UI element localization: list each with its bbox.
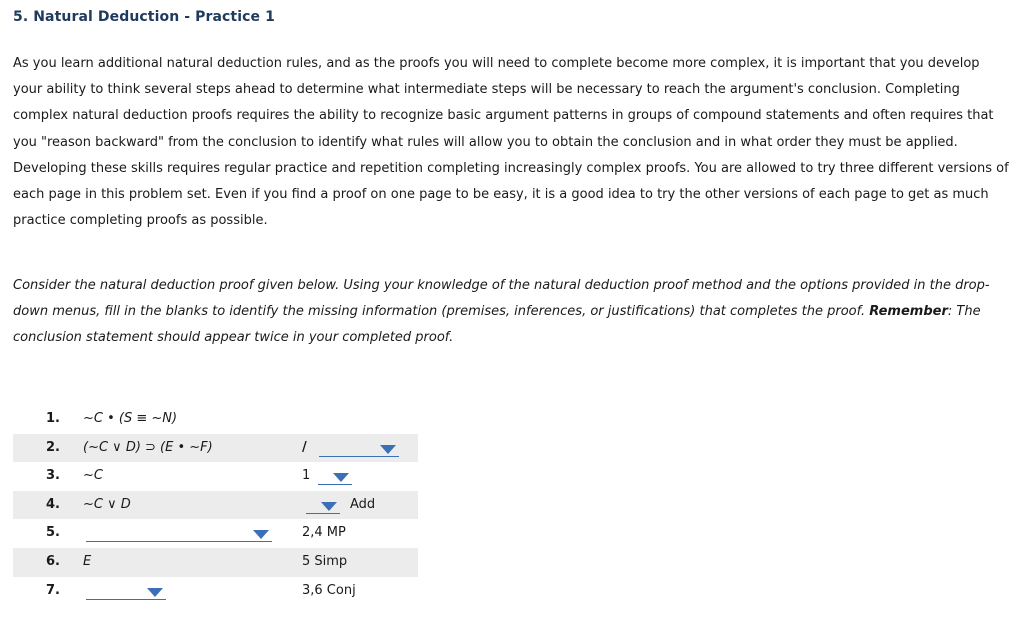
- statement: ~C • (S ≡ ~N): [83, 411, 178, 426]
- proof-row-7: [13, 577, 418, 606]
- statement: (~C ∨ D) ⊃ (E • ~F): [83, 439, 213, 455]
- intro-paragraph: As you learn additional natural deduction rules, and as the proofs you will need to complete become more complex, it is important that you develop your ability to think several steps ahead to determine what intermediate steps will be necessary to reach the argument's conclusion. Completing complex natural deduction proofs requires the ability to recognize basic argument patterns in groups of compound statements and often requires that you "reason backward" from the conclusion to identify what rules will allow you to obtain the conclusion and in what order they must be applied. Developing these skills requires regular practice and repetition completing increasingly complex proofs. You are allowed to try three different versions of each page in this problem set. Even if you find a proof on one page to be easy, it is a good idea to try the other versions of each page to get as much practice completing proofs as possible.: [13, 56, 1009, 229]
- proof-row-2: [13, 434, 418, 463]
- justification: 5 Simp: [302, 553, 348, 569]
- proof-row-4: [13, 491, 418, 520]
- chevron-down-icon: [333, 473, 349, 482]
- line-number: 7.: [46, 582, 60, 598]
- conclusion-dropdown[interactable]: [319, 442, 399, 457]
- instructions-text: Consider the natural deduction proof given below. Using your knowledge of the natural deduction proof method and the options provided in the drop-down menus, fill in the blanks to identify the missing information (premises, inferences, or justifications) that completes the proof.: [13, 278, 990, 320]
- line-number: 4.: [46, 496, 60, 512]
- conclusion-slash: /: [302, 439, 307, 455]
- proof-row-1: [13, 405, 418, 434]
- statement-dropdown-line-7[interactable]: [86, 585, 166, 600]
- justification-line-ref: 1: [302, 468, 311, 484]
- chevron-down-icon: [321, 502, 337, 511]
- line-number: 5.: [46, 525, 60, 541]
- line-number: 1.: [46, 411, 60, 426]
- line-ref-dropdown-line-4[interactable]: [306, 499, 340, 514]
- statement-dropdown-line-5[interactable]: [86, 527, 272, 542]
- statement: ~C: [83, 468, 103, 484]
- line-number: 2.: [46, 439, 60, 455]
- line-number: 6.: [46, 553, 60, 569]
- proof-row-3: [13, 462, 418, 491]
- page-title: 5. Natural Deduction - Practice 1: [13, 9, 275, 25]
- statement: E: [83, 553, 92, 569]
- justification: 3,6 Conj: [302, 582, 356, 598]
- proof-table: [13, 405, 418, 605]
- chevron-down-icon: [147, 588, 163, 597]
- justification: 2,4 MP: [302, 525, 346, 541]
- proof-row-6: [13, 548, 418, 577]
- chevron-down-icon: [380, 445, 396, 454]
- rule-dropdown-line-3[interactable]: [318, 470, 352, 485]
- proof-row-5: [13, 519, 418, 548]
- instructions-text-end: : The conclusion statement should appear twice in your completed proof.: [13, 304, 981, 346]
- instructions-paragraph: [13, 273, 1011, 352]
- chevron-down-icon: [253, 530, 269, 539]
- line-number: 3.: [46, 468, 60, 484]
- justification-rule: Add: [350, 496, 376, 512]
- statement: ~C ∨ D: [83, 496, 131, 512]
- instructions-remember: Remember: [869, 304, 948, 320]
